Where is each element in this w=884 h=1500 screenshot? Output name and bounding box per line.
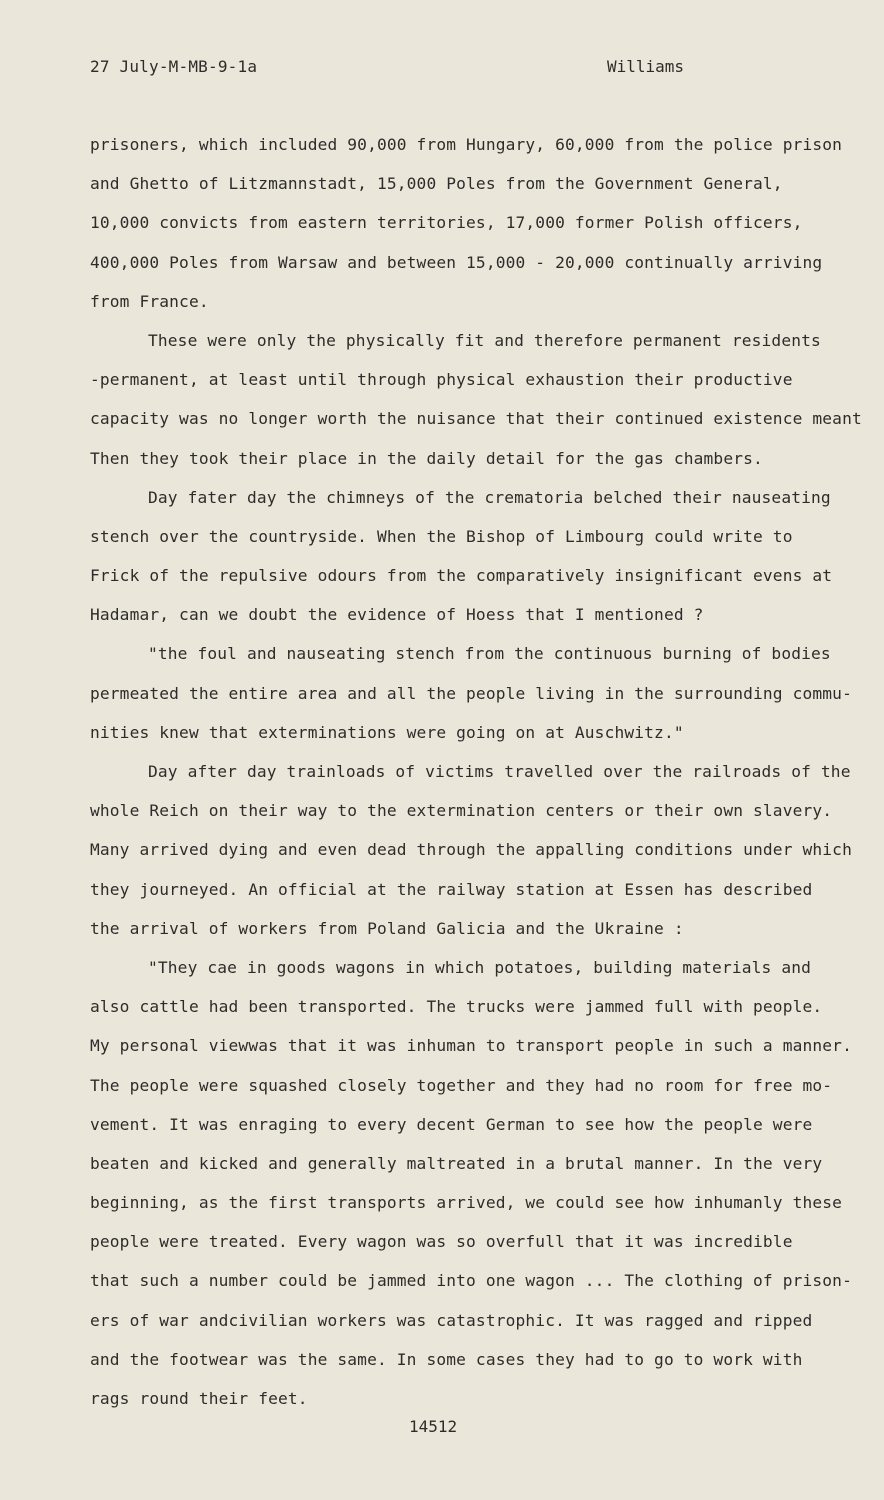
text-line: Day after day trainloads of victims travelled over the railroads of the (148, 762, 851, 781)
text-line: the arrival of workers from Poland Galicia and the Ukraine : (90, 918, 684, 938)
text-line: 400,000 Poles from Warsaw and between 15,000 - 20,000 continually arriving (90, 252, 823, 272)
text-line: people were treated. Every wagon was so overfull that it was incredible (90, 1232, 793, 1252)
text-line: vement. It was enraging to every decent German to see how the people were (90, 1114, 813, 1134)
speaker-name: Williams (607, 57, 685, 76)
text-line: stench over the countryside. When the Bishop of Limbourg could write to (90, 526, 793, 546)
text-line: The people were squashed closely together and they had no room for free mo- (90, 1075, 833, 1095)
text-line: they journeyed. An official at the railway station at Essen has described (90, 879, 813, 899)
text-line: and the footwear was the same. In some cases they had to go to work with (90, 1349, 803, 1369)
text-line: Hadamar, can we doubt the evidence of Hoess that I mentioned ? (90, 605, 704, 625)
text-line: beaten and kicked and generally maltreated in a brutal manner. In the very (90, 1153, 823, 1173)
text-line: My personal viewwas that it was inhuman to transport people in such a manner. (90, 1036, 852, 1056)
text-line: Then they took their place in the daily detail for the gas chambers. (90, 448, 763, 468)
text-line: from France. (90, 291, 209, 311)
text-line: beginning, as the first transports arrived, we could see how inhumanly these (90, 1193, 843, 1213)
text-line: 10,000 convicts from eastern territories, 17,000 former Polish officers, (90, 213, 803, 233)
text-line: that such a number could be jammed into one wagon ... The clothing of prison- (90, 1271, 852, 1291)
text-line: "the foul and nauseating stench from the continuous burning of bodies (148, 644, 831, 664)
text-line: whole Reich on their way to the extermination centers or their own slavery. (90, 801, 833, 821)
text-line: "They cae in goods wagons in which potatoes, building materials and (148, 957, 812, 977)
text-line: Day fater day the chimneys of the crematoria belched their nauseating (148, 487, 831, 507)
text-line: prisoners, which included 90,000 from Hungary, 60,000 from the police prison (90, 135, 843, 154)
text-line: These were only the physically fit and therefore permanent residents (148, 330, 821, 350)
transcript-body (90, 132, 862, 1425)
text-line: Frick of the repulsive odours from the comparatively insignificant evens at (90, 566, 833, 586)
text-line: Many arrived dying and even dead through the appalling conditions under which (90, 840, 852, 860)
text-line: and Ghetto of Litzmannstadt, 15,000 Poles from the Government General, (90, 174, 783, 194)
text-line: -permanent, at least until through physical exhaustion their productive (90, 370, 793, 390)
text-line: ers of war andcivilian workers was catastrophic. It was ragged and ripped (90, 1310, 813, 1330)
text-line: also cattle had been transported. The trucks were jammed full with people. (90, 997, 823, 1017)
document-reference: 27 July-M-MB-9-1a (90, 57, 258, 76)
text-line: nities knew that exterminations were going on at Auschwitz." (90, 722, 684, 742)
text-line: capacity was no longer worth the nuisance that their continued existence meant (90, 409, 862, 429)
text-line: permeated the entire area and all the people living in the surrounding commu- (90, 683, 852, 703)
text-line: rags round their feet. (90, 1389, 308, 1408)
page-number: 14512 (409, 1417, 458, 1436)
